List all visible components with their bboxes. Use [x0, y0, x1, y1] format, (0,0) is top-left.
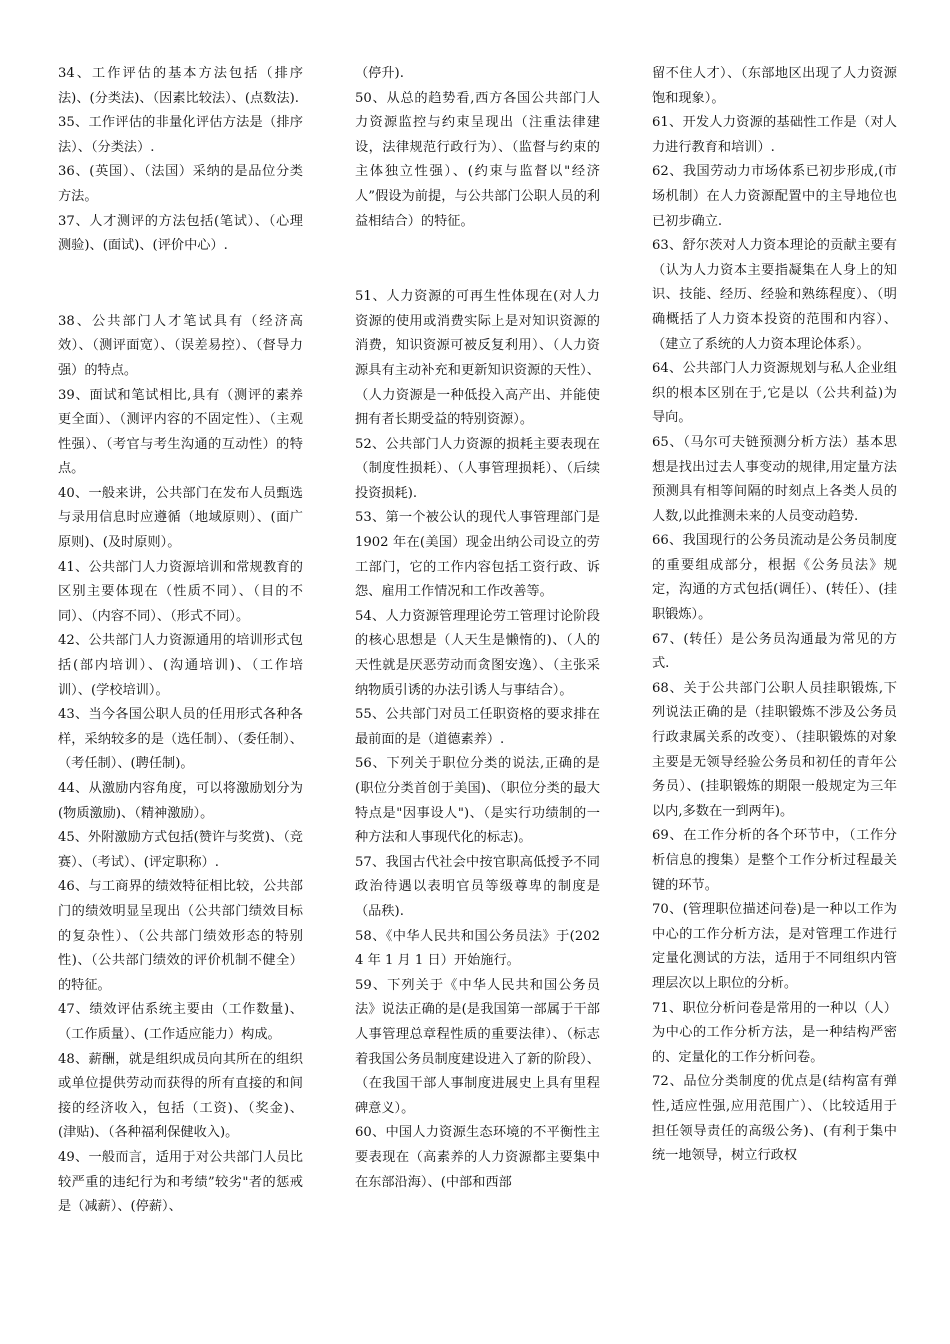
- question-paragraph: 54、人力资源管理理论劳工管理讨论阶段的核心思想是（人天生是懒惰的)、（人的天性就是厌恶劳动而贪图安逸）、（主张采纳物质引诱的办法引诱人与事结合）。: [355, 608, 600, 698]
- question-paragraph: 39、面试和笔试相比,具有（测评的素养更全面）、（测评内容的不固定性）、（主观性强）、（考官与考生沟通的互动性）的特点。: [58, 387, 303, 477]
- question-paragraph: 34、工作评估的基本方法包括（排序法)、(分类法)、（因素比较法）、(点数法).: [58, 66, 303, 106]
- question-paragraph: 61、开发人力资源的基础性工作是（对人力进行教育和培训）.: [652, 115, 897, 155]
- question-paragraph: 62、我国劳动力市场体系已初步形成,(市场机制）在人力资源配置中的主导地位也已初步确立.: [652, 164, 897, 229]
- question-paragraph: 52、公共部门人力资源的损耗主要表现在（制度性损耗）、（人事管理损耗）、（后续投资损耗).: [355, 436, 600, 501]
- question-paragraph: 45、外附激励方式包括(赞许与奖赏)、（竞赛）、（考试）、(评定职称）.: [58, 830, 303, 870]
- text-column-3: [652, 62, 897, 1169]
- text-column-1: [58, 62, 303, 1220]
- blank-line: [355, 247, 600, 272]
- text-column-2: [355, 62, 600, 1195]
- question-paragraph: 留不住人才）、（东部地区出现了人力资源饱和现象）。: [652, 66, 897, 106]
- question-paragraph: 57、我国古代社会中按官职高低授予不同政治待遇以表明官员等级尊卑的制度是（品秩).: [355, 854, 600, 919]
- question-paragraph: 63、舒尔茨对人力资本理论的贡献主要有（认为人力资本主要指凝集在人身上的知识、技能、经历、经验和熟练程度）、（明确概括了人力资本投资的范围和内容）、（建立了系统的人力资本理论体系）。: [652, 238, 897, 352]
- question-paragraph: 50、从总的趋势看,西方各国公共部门人力资源监控与约束呈现出（注重法律建设，法律规范行政行为）、（监督与约束的主体独立性强）、(约束与监督以"经济人”假设为前提，与公共部门公职人员的利益相结合）的特征。: [355, 90, 600, 229]
- question-paragraph: 44、从激励内容角度，可以将激励划分为(物质激励)、（精神激励）。: [58, 781, 303, 821]
- question-paragraph: 59、下列关于《中华人民共和国公务员法》说法正确的是(是我国第一部属于干部人事管理总章程性质的重要法律）、（标志着我国公务员制度建设进入了新的阶段）、（在我国干部人事制度进展史上具有里程碑意义）。: [355, 977, 600, 1116]
- question-paragraph: 53、第一个被公认的现代人事管理部门是 1902 年在(美国）现金出纳公司设立的劳工部门，它的工作内容包括工资行政、诉怨、雇用工作情况和工作改善等。: [355, 510, 600, 600]
- question-paragraph: 49、一般而言，适用于对公共部门人员比较严重的违纪行为和考绩”较劣"者的惩戒是（减薪）、(停薪）、: [58, 1149, 303, 1215]
- question-paragraph: 35、工作评估的非量化评估方法是（排序法）、（分类法）.: [58, 115, 303, 155]
- question-paragraph: 36、(英国）、（法国）采纳的是品位分类方法。: [58, 164, 303, 204]
- blank-line: [58, 272, 303, 297]
- question-paragraph: 38、公共部门人才笔试具有（经济高效）、（测评面宽）、（误差易控）、（督导力强）的特点。: [58, 313, 303, 378]
- question-paragraph: 68、关于公共部门公职人员挂职锻炼,下列说法正确的是（挂职锻炼不涉及公务员行政隶属关系的改变）、（挂职锻炼的对象主要是无领导经验公务员和初任的青年公务员）、(挂职锻炼的期限一般规定为三年以内,多数在一到两年)。: [652, 680, 897, 819]
- question-paragraph: 71、职位分析问卷是常用的一种以（人）为中心的工作分析方法，是一种结构严密的、定量化的工作分析问卷。: [652, 1000, 897, 1065]
- question-paragraph: 56、下列关于职位分类的说法,正确的是(职位分类首创于美国)、（职位分类的最大特点是"因事设人")、（是实行功绩制的一种方法和人事现代化的标志)。: [355, 756, 600, 846]
- question-paragraph: 43、当今各国公职人员的任用形式各种各样，采纳较多的是（选任制）、（委任制）、（考任制）、(聘任制)。: [58, 707, 303, 772]
- question-paragraph: 69、在工作分析的各个环节中，（工作分析信息的搜集）是整个工作分析过程最关键的环节。: [652, 828, 897, 893]
- question-paragraph: 40、一般来讲，公共部门在发布人员甄选与录用信息时应遵循（地域原则）、(面广原则)、(及时原则）。: [58, 485, 303, 551]
- question-paragraph: 67、(转任）是公务员沟通最为常见的方式.: [652, 631, 897, 672]
- question-paragraph: 41、公共部门人力资源培训和常规教育的区别主要体现在（性质不同）、（目的不同）、（内容不同）、（形式不同）。: [58, 559, 303, 624]
- question-paragraph: 47、绩效评估系统主要由（工作数量)、（工作质量）、(工作适应能力）构成。: [58, 1002, 303, 1042]
- question-paragraph: 55、公共部门对员工任职资格的要求排在最前面的是（道德素养）.: [355, 707, 600, 747]
- question-paragraph: 46、与工商界的绩效特征相比较，公共部门的绩效明显呈现出（公共部门绩效目标的复杂性）、（公共部门绩效形态的特别性)、（公共部门绩效的评价机制不健全）的特征。: [58, 879, 303, 993]
- question-paragraph: 51、人力资源的可再生性体现在(对人力资源的使用或消费实际上是对知识资源的消费，知识资源可被反复利用）、（人力资源具有主动补充和更新知识资源的天性）、（人力资源是一种低投入高产出、并能使拥有者长期受益的特别资源）。: [355, 289, 600, 428]
- question-paragraph: 64、公共部门人力资源规划与私人企业组织的根本区别在于,它是以（公共利益)为导向。: [652, 361, 897, 426]
- question-paragraph: 65、（马尔可夫链预测分析方法）基本思想是找出过去人事变动的规律,用定量方法预测具有相等间隔的时刻点上各类人员的人数,以此推测未来的人员变动趋势.: [652, 434, 897, 524]
- question-paragraph: 66、我国现行的公务员流动是公务员制度的重要组成部分，根据《公务员法》规定，沟通的方式包括(调任）、(转任）、(挂职锻炼）。: [652, 533, 897, 623]
- question-paragraph: 48、薪酬，就是组织成员向其所在的组织或单位提供劳动而获得的所有直接的和间接的经济收入，包括（工资)、（奖金)、(津贴)、（各种福利保健收入)。: [58, 1051, 303, 1141]
- question-paragraph: （停升).: [355, 66, 404, 81]
- question-paragraph: 37、人才测评的方法包括(笔试）、（心理测验)、(面试)、(评价中心）.: [58, 213, 303, 254]
- question-paragraph: 42、公共部门人力资源通用的培训形式包括(部内培训）、(沟通培训)、（工作培训）、(学校培训）。: [58, 633, 303, 698]
- question-paragraph: 70、(管理职位描述问卷)是一种以工作为中心的工作分析方法，是对管理工作进行定量化测试的方法，适用于不同组织内管理层次以上职位的分析。: [652, 902, 897, 991]
- question-paragraph: 60、中国人力资源生态环境的不平衡性主要表现在（高素养的人力资源都主要集中在东部沿海）、(中部和西部: [355, 1125, 600, 1190]
- question-paragraph: 72、品位分类制度的优点是(结构富有弹性,适应性强,应用范围广）、（比较适用于担任领导责任的高级公务)、(有利于集中统一地领导，树立行政权: [652, 1074, 897, 1164]
- question-paragraph: 58、《中华人民共和国公务员法》于(2024 年 1 月 1 日）开始施行。: [355, 928, 600, 969]
